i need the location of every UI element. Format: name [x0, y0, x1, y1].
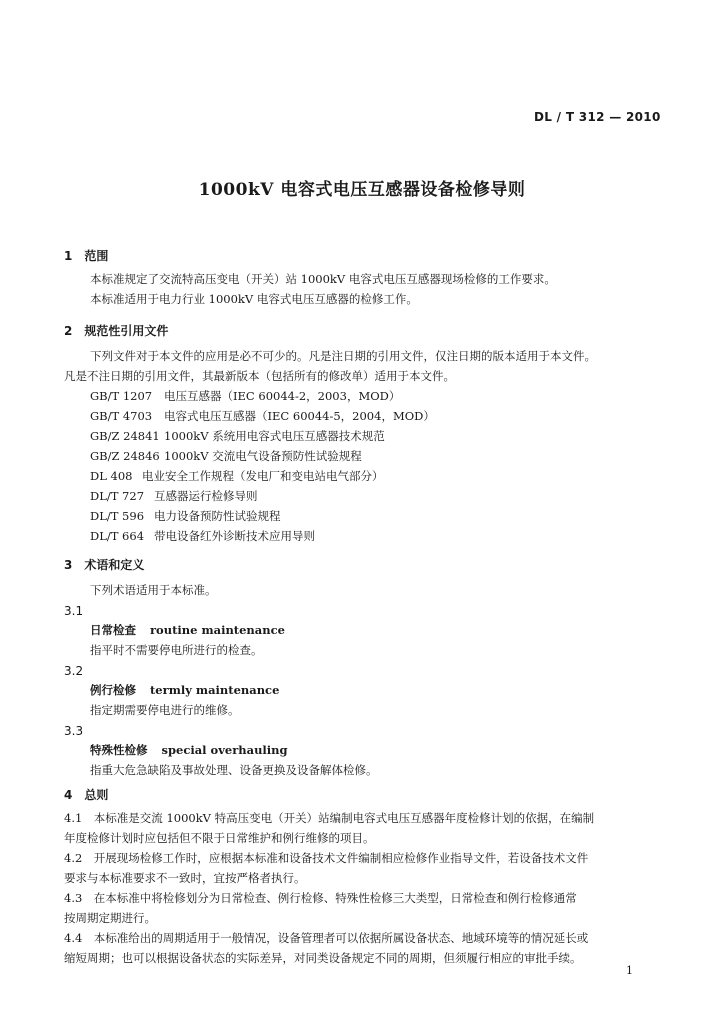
section-4-heading: 4 总则: [64, 788, 109, 802]
clause-line: 4.1 本标准是交流 1000kV 特高压变电（开关）站编制电容式电压互感器年度检修计划的依据，在编制: [64, 811, 595, 825]
section-2-intro: 凡是不注日期的引用文件，其最新版本（包括所有的修改单）适用于本文件。: [64, 369, 455, 383]
reference-title: 1000kV 交流电气设备预防性试验规程: [164, 449, 362, 463]
clause-line: 年度检修计划时应包括但不限于日常维护和例行维修的项目。: [64, 831, 375, 845]
reference-title: 电力设备预防性试验规程: [154, 509, 281, 523]
clause-line: 要求与本标准要求不一致时，宜按严格者执行。: [64, 871, 306, 885]
term-heading: [90, 622, 285, 638]
reference-item: [90, 428, 385, 444]
reference-item: [90, 488, 258, 504]
reference-title: 带电设备红外诊断技术应用导则: [154, 529, 315, 543]
reference-item: [90, 388, 400, 404]
reference-item: [90, 408, 435, 424]
term-heading: [90, 742, 288, 758]
clause-line: 4.2 开展现场检修工作时，应根据本标准和设备技术文件编制相应检修作业指导文件，若设备技术文件: [64, 851, 589, 865]
term-heading: [90, 682, 279, 698]
term-chinese: 日常检查: [90, 623, 136, 637]
reference-code: DL 408: [90, 469, 133, 483]
term-chinese: 特殊性检修: [90, 743, 148, 757]
term-definition: 指重大危急缺陷及事故处理、设备更换及设备解体检修。: [90, 763, 378, 777]
clause-line: 缩短周期；也可以根据设备状态的实际差异，对同类设备规定不同的周期，但须履行相应的审批手续。: [64, 951, 582, 965]
page-number: 1: [626, 964, 633, 977]
term-definition: 指定期需要停电进行的维修。: [90, 703, 240, 717]
document-title: 1000kV 电容式电压互感器设备检修导则: [198, 180, 526, 200]
clause-line: 4.3 在本标准中将检修划分为日常检查、例行检修、特殊性检修三大类型，日常检查和例行检修通常: [64, 891, 577, 905]
term-definition: 指平时不需要停电所进行的检查。: [90, 643, 263, 657]
section-2-heading: 2 规范性引用文件: [64, 324, 169, 338]
section-3-heading: 3 术语和定义: [64, 558, 145, 572]
term-number: 3.2: [64, 664, 84, 678]
reference-code: GB/Z 24841: [90, 429, 160, 443]
reference-code: DL/T 727: [90, 489, 145, 503]
standard-code: DL / T 312 — 2010: [534, 110, 661, 124]
term-chinese: 例行检修: [90, 683, 136, 697]
term-english: routine maintenance: [150, 623, 285, 637]
clause-line: 4.4 本标准给出的周期适用于一般情况，设备管理者可以依据所属设备状态、地域环境等的情况延长或: [64, 931, 589, 945]
section-2-intro: 下列文件对于本文件的应用是必不可少的。凡是注日期的引用文件，仅注日期的版本适用于本文件。: [90, 349, 596, 363]
reference-code: DL/T 664: [90, 529, 145, 543]
reference-item: [90, 508, 281, 524]
reference-item: [90, 448, 362, 464]
reference-title: 电业安全工作规程（发电厂和变电站电气部分）: [142, 469, 384, 483]
reference-title: 电压互感器（IEC 60044-2，2003，MOD）: [164, 389, 401, 403]
term-english: special overhauling: [161, 743, 288, 757]
section-1-paragraph: 本标准适用于电力行业 1000kV 电容式电压互感器的检修工作。: [90, 292, 418, 306]
section-1-heading: 1 范围: [64, 249, 109, 263]
reference-code: GB/Z 24846: [90, 449, 160, 463]
reference-item: [90, 528, 315, 544]
clause-line: 按周期定期进行。: [64, 911, 156, 925]
reference-code: DL/T 596: [90, 509, 145, 523]
section-3-intro: 下列术语适用于本标准。: [90, 583, 217, 597]
reference-title: 互感器运行检修导则: [154, 489, 258, 503]
reference-item: [90, 468, 384, 484]
reference-code: GB/T 4703: [90, 409, 153, 423]
term-number: 3.3: [64, 724, 84, 738]
reference-code: GB/T 1207: [90, 389, 153, 403]
reference-title: 1000kV 系统用电容式电压互感器技术规范: [164, 429, 385, 443]
term-number: 3.1: [64, 604, 84, 618]
reference-title: 电容式电压互感器（IEC 60044-5，2004，MOD）: [164, 409, 435, 423]
section-1-paragraph: 本标准规定了交流特高压变电（开关）站 1000kV 电容式电压互感器现场检修的工作要求。: [90, 272, 556, 286]
term-english: termly maintenance: [150, 683, 280, 697]
